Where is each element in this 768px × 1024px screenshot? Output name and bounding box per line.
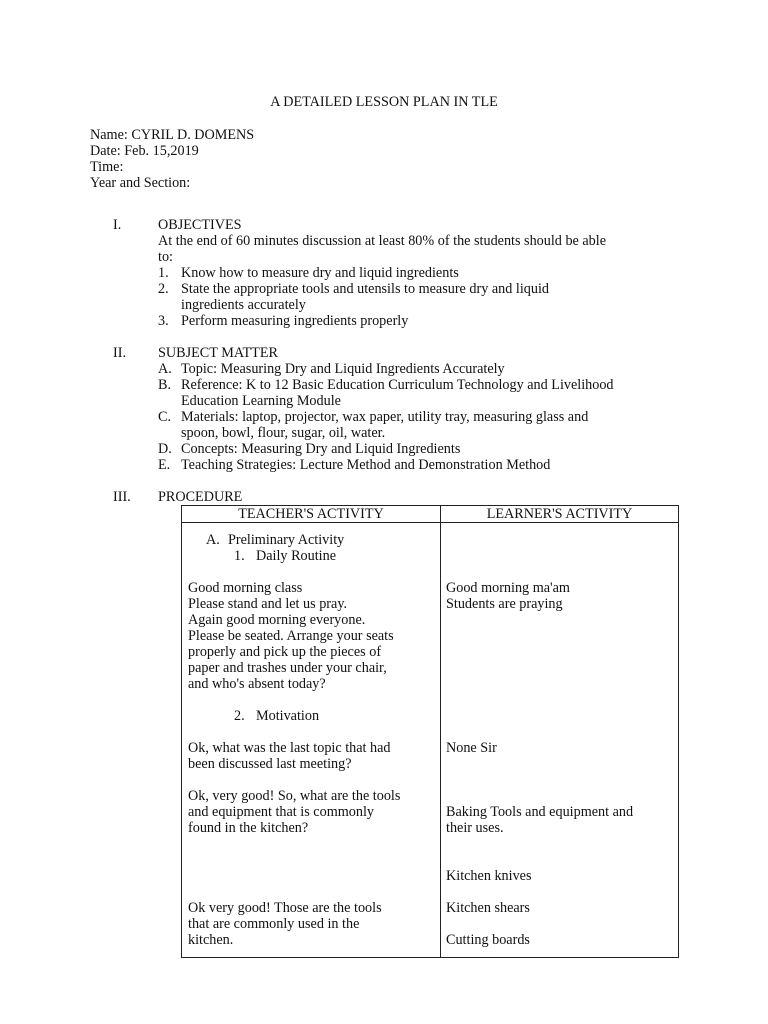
- time-line: Time:: [90, 159, 124, 175]
- teacher-line: Again good morning everyone.: [188, 612, 366, 628]
- learner-activity-header: LEARNER'S ACTIVITY: [441, 506, 679, 523]
- learner-line: Kitchen knives: [446, 868, 532, 884]
- year-section-line: Year and Section:: [90, 175, 191, 191]
- procedure-table: [181, 505, 679, 958]
- learner-line: Good morning ma'am: [446, 580, 570, 596]
- prelim-letter: A.: [206, 532, 220, 548]
- subject-letter: B.: [158, 377, 172, 393]
- prelim-activity: Preliminary Activity: [228, 532, 345, 548]
- subject-matter-heading: SUBJECT MATTER: [158, 345, 278, 361]
- subject-letter: A.: [158, 361, 172, 377]
- table-row: [182, 523, 679, 958]
- teacher-activity-cell: [182, 523, 441, 958]
- subject-item: Concepts: Measuring Dry and Liquid Ingredients: [181, 441, 461, 457]
- subject-item-cont: Education Learning Module: [181, 393, 341, 409]
- learner-line: Cutting boards: [446, 932, 530, 948]
- objectives-heading: OBJECTIVES: [158, 217, 242, 233]
- name-line: Name: CYRIL D. DOMENS: [90, 127, 255, 143]
- learner-line: Baking Tools and equipment and: [446, 804, 634, 820]
- subject-item: Topic: Measuring Dry and Liquid Ingredients Accurately: [181, 361, 505, 377]
- learner-line: their uses.: [446, 820, 504, 836]
- learner-line: Kitchen shears: [446, 900, 530, 916]
- subject-item: Materials: laptop, projector, wax paper, utility tray, measuring glass and: [181, 409, 589, 425]
- subject-letter: E.: [158, 457, 171, 473]
- section-number: I.: [113, 217, 122, 233]
- teacher-line: found in the kitchen?: [188, 820, 309, 836]
- teacher-line: kitchen.: [188, 932, 234, 948]
- subject-item: Teaching Strategies: Lecture Method and Demonstration Method: [181, 457, 551, 473]
- motivation-number: 2.: [234, 708, 245, 724]
- subject-letter: D.: [158, 441, 172, 457]
- date-line: Date: Feb. 15,2019: [90, 143, 199, 159]
- procedure-heading: PROCEDURE: [158, 489, 243, 505]
- section-number: III.: [113, 489, 131, 505]
- teacher-line: Good morning class: [188, 580, 303, 596]
- objective-item: Perform measuring ingredients properly: [181, 313, 409, 329]
- objective-item: Know how to measure dry and liquid ingredients: [181, 265, 459, 281]
- teacher-line: been discussed last meeting?: [188, 756, 352, 772]
- teacher-activity-header: TEACHER'S ACTIVITY: [182, 506, 441, 523]
- document-title: A DETAILED LESSON PLAN IN TLE: [270, 94, 498, 110]
- routine-number: 1.: [234, 548, 245, 564]
- objective-number: 1.: [158, 265, 169, 281]
- learner-activity-cell: [441, 523, 679, 958]
- daily-routine: Daily Routine: [256, 548, 336, 564]
- objective-item: State the appropriate tools and utensils to measure dry and liquid: [181, 281, 550, 297]
- teacher-line: Please be seated. Arrange your seats: [188, 628, 394, 644]
- teacher-line: and who's absent today?: [188, 676, 326, 692]
- teacher-line: Ok, very good! So, what are the tools: [188, 788, 401, 804]
- subject-item: Reference: K to 12 Basic Education Curriculum Technology and Livelihood: [181, 377, 614, 393]
- teacher-line: paper and trashes under your chair,: [188, 660, 387, 676]
- teacher-line: Ok, what was the last topic that had: [188, 740, 391, 756]
- table-header-row: [182, 506, 679, 523]
- subject-item-cont: spoon, bowl, flour, sugar, oil, water.: [181, 425, 386, 441]
- objective-number: 2.: [158, 281, 169, 297]
- teacher-line: Please stand and let us pray.: [188, 596, 348, 612]
- objectives-intro-cont: to:: [158, 249, 173, 265]
- section-number: II.: [113, 345, 126, 361]
- subject-letter: C.: [158, 409, 172, 425]
- objective-number: 3.: [158, 313, 169, 329]
- learner-line: Students are praying: [446, 596, 563, 612]
- teacher-line: properly and pick up the pieces of: [188, 644, 382, 660]
- motivation: Motivation: [256, 708, 320, 724]
- teacher-line: and equipment that is commonly: [188, 804, 374, 820]
- learner-line: None Sir: [446, 740, 497, 756]
- teacher-line: that are commonly used in the: [188, 916, 360, 932]
- objective-item-cont: ingredients accurately: [181, 297, 306, 313]
- teacher-line: Ok very good! Those are the tools: [188, 900, 382, 916]
- objectives-intro: At the end of 60 minutes discussion at least 80% of the students should be able: [158, 233, 607, 249]
